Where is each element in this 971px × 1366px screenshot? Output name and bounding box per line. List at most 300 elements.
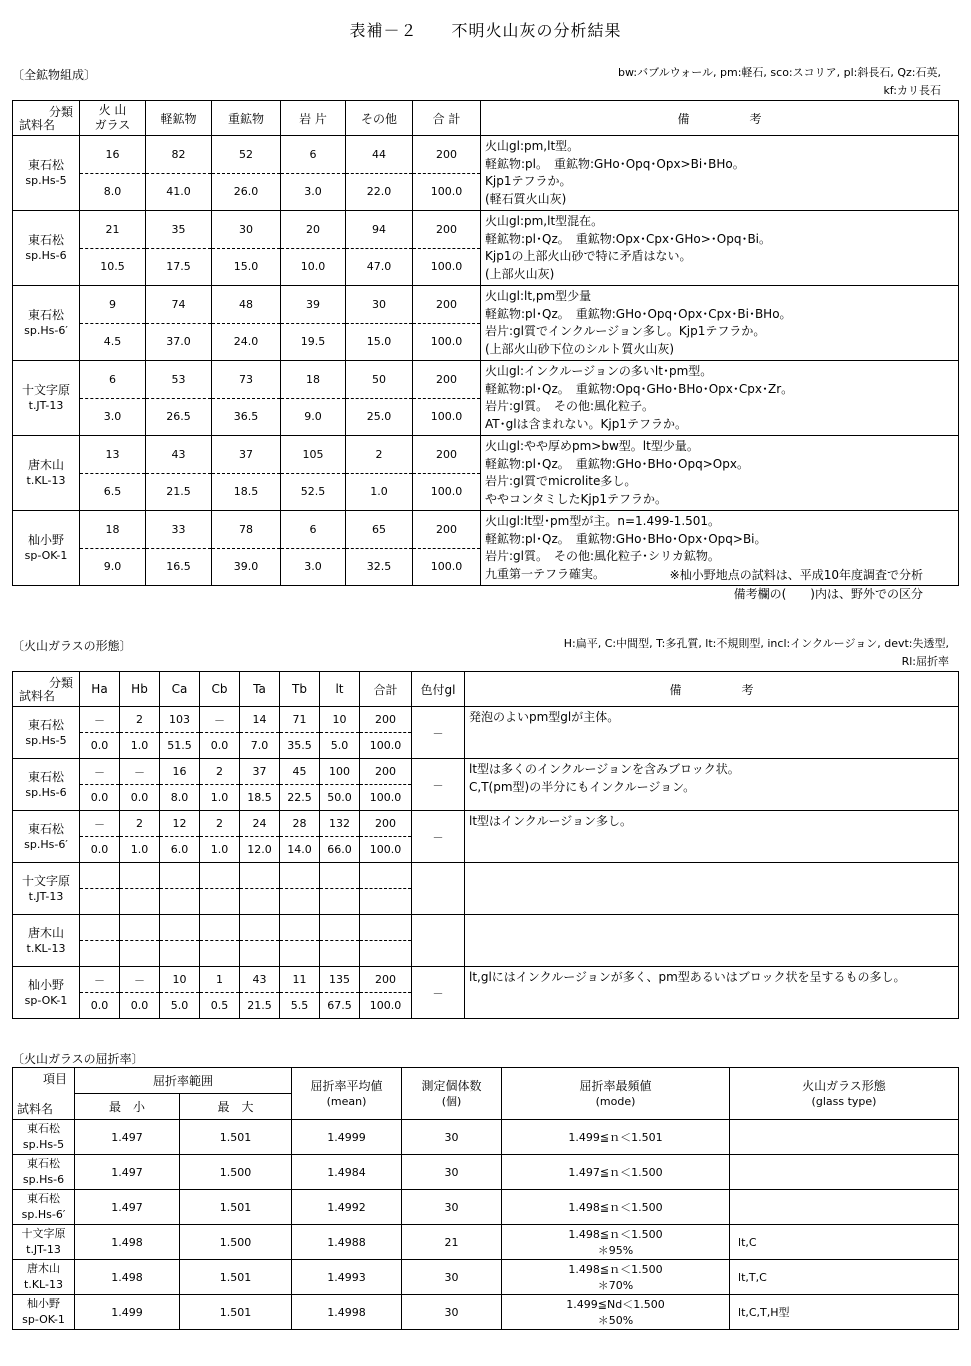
- percent-cell: 6.0: [160, 837, 200, 863]
- page-title: 表補－２ 不明火山灰の分析結果: [349, 21, 622, 40]
- remark-line: 火山gl:pm,lt型。: [485, 139, 580, 153]
- percent-cell: 22.5: [280, 785, 320, 811]
- percent-cell: 8.0: [160, 785, 200, 811]
- sample-name: 杣小野: [27, 1297, 60, 1310]
- count-cell: 37: [212, 436, 281, 474]
- colored-glass-cell: －: [412, 811, 465, 863]
- percent-cell: [120, 889, 160, 915]
- percent-cell: 21.5: [146, 473, 212, 511]
- percent-cell: [80, 889, 120, 915]
- count-cell: [80, 863, 120, 889]
- count-cell: [320, 863, 360, 889]
- percent-cell: 67.5: [320, 993, 360, 1019]
- table-row: [13, 1225, 959, 1260]
- count-cell: 21: [402, 1225, 502, 1260]
- sample-name: 十文字原: [21, 383, 70, 397]
- percent-cell: 41.0: [146, 173, 212, 211]
- percent-cell: 100.0: [413, 398, 481, 436]
- refractive-index-table: [12, 1067, 959, 1330]
- count-cell: 18: [281, 361, 346, 399]
- section1-label: 〔全鉱物組成〕: [12, 68, 97, 82]
- header-col: Ca: [160, 672, 200, 707]
- percent-cell: [240, 941, 280, 967]
- remarks-cell: [465, 915, 959, 967]
- header-type: [730, 1068, 959, 1120]
- section2-legend: [564, 635, 949, 671]
- table-row: [13, 1190, 959, 1225]
- max-cell: 1.501: [180, 1190, 292, 1225]
- count-cell: 65: [346, 511, 413, 549]
- section2-label: 〔火山ガラスの形態〕: [12, 639, 132, 653]
- percent-cell: 9.0: [80, 548, 146, 586]
- sample-id: t.JT-13: [28, 399, 64, 412]
- remark-line: Kjp1の上部火山砂で特に矛盾はない。: [485, 249, 692, 263]
- count-cell: 100: [320, 759, 360, 785]
- percent-cell: 1.0: [200, 785, 240, 811]
- count-cell: [360, 915, 412, 941]
- colored-glass-cell: [412, 863, 465, 915]
- mode-cell: [502, 1295, 730, 1330]
- max-cell: 1.500: [180, 1225, 292, 1260]
- sample-name: 十文字原: [21, 1227, 66, 1240]
- table-row: [13, 811, 959, 837]
- header-count: [402, 1068, 502, 1120]
- sample-id: sp.Hs-6: [22, 1173, 65, 1186]
- percent-cell: 15.0: [346, 323, 413, 361]
- legend-line: H:扁平, C:中間型, T:多孔質, lt:不規則型, incl:インクルージョン, devt:失透型,: [563, 637, 949, 650]
- count-cell: 73: [212, 361, 281, 399]
- percent-cell: 100.0: [413, 473, 481, 511]
- count-cell: 30: [402, 1190, 502, 1225]
- percent-cell: 10.0: [281, 248, 346, 286]
- percent-cell: 37.0: [146, 323, 212, 361]
- header-mean: [292, 1068, 402, 1120]
- section1-legend: [618, 64, 941, 100]
- header-bunrui: 分類: [48, 676, 73, 690]
- percent-cell: 36.5: [212, 398, 281, 436]
- max-cell: 1.500: [180, 1155, 292, 1190]
- sample-id: sp.Hs-6′: [21, 1208, 66, 1221]
- percent-cell: 3.0: [281, 548, 346, 586]
- count-cell: 2: [120, 707, 160, 733]
- glass-type-cell: lt,C: [730, 1225, 959, 1260]
- count-cell: 43: [146, 436, 212, 474]
- sample-name-cell: [13, 811, 80, 863]
- count-cell: 50: [346, 361, 413, 399]
- percent-cell: 35.5: [280, 733, 320, 759]
- percent-cell: 7.0: [240, 733, 280, 759]
- mode-line: 1.499≦ｎ＜1.501: [568, 1131, 663, 1144]
- count-cell: 2: [120, 811, 160, 837]
- count-cell: 37: [240, 759, 280, 785]
- header-row: [13, 1068, 959, 1094]
- remark-line: Kjp1テフラか。: [485, 174, 572, 188]
- sample-id: t.JT-13: [28, 889, 64, 903]
- remark-line: (軽石質火山灰): [485, 191, 567, 206]
- header-remarks: 備 考: [481, 101, 959, 136]
- mean-cell: 1.4988: [292, 1225, 402, 1260]
- min-cell: 1.497: [75, 1155, 180, 1190]
- glass-type-cell: lt,T,C: [730, 1260, 959, 1295]
- count-cell: 52: [212, 136, 281, 174]
- percent-cell: [200, 889, 240, 915]
- sample-id: sp.Hs-6: [25, 249, 67, 262]
- count-cell: 30: [402, 1295, 502, 1330]
- remark-line: 火山gl:インクルージョンの多いlt･pm型。: [485, 364, 713, 378]
- count-cell: －: [120, 759, 160, 785]
- count-cell: 24: [240, 811, 280, 837]
- sample-name-cell: [13, 511, 80, 586]
- remark-line: lt,glにはインクルージョンが多く、pm型あるいはブロック状を呈するもの多し。: [469, 970, 906, 984]
- percent-cell: 32.5: [346, 548, 413, 586]
- remark-line: 軽鉱物:pl。 重鉱物:GHo･Opq･Opx>Bi･BHo。: [485, 156, 745, 171]
- remark-line: ややコンタミしたKjp1テフラか。: [485, 491, 667, 506]
- sample-name: 唐木山: [27, 925, 64, 940]
- sample-id: t.KL-13: [26, 474, 66, 487]
- percent-cell: 15.0: [212, 248, 281, 286]
- max-cell: 1.501: [180, 1260, 292, 1295]
- percent-cell: 0.0: [120, 993, 160, 1019]
- remark-line: C,T(pm型)の半分にもインクルージョン。: [469, 779, 696, 794]
- header-row: [13, 101, 959, 136]
- sample-name: 東石松: [27, 769, 64, 784]
- sample-name-cell: [13, 1225, 75, 1260]
- header-mode-sub: (mode): [595, 1095, 636, 1108]
- count-cell: 9: [80, 286, 146, 324]
- count-cell: 30: [402, 1155, 502, 1190]
- percent-cell: 52.5: [281, 473, 346, 511]
- glass-type-cell: [730, 1155, 959, 1190]
- remarks-cell: [465, 967, 959, 1019]
- percent-cell: [160, 889, 200, 915]
- count-cell: 43: [240, 967, 280, 993]
- count-cell: 53: [146, 361, 212, 399]
- percent-cell: [280, 941, 320, 967]
- percent-cell: 0.0: [200, 733, 240, 759]
- count-cell: 44: [346, 136, 413, 174]
- sample-name: 杣小野: [27, 533, 64, 547]
- mode-cell: [502, 1120, 730, 1155]
- min-cell: 1.497: [75, 1120, 180, 1155]
- percent-cell: 5.5: [280, 993, 320, 1019]
- remark-line: lt型はインクルージョン多し。: [469, 814, 632, 828]
- mode-line: 1.497≦ｎ＜1.500: [568, 1166, 663, 1179]
- count-cell: 71: [280, 707, 320, 733]
- mode-line: ＊95%: [597, 1244, 634, 1257]
- sample-id: sp-OK-1: [24, 549, 68, 562]
- table-row: [13, 707, 959, 733]
- remark-line: 軽鉱物:pl･Qz。 重鉱物:Opx･Cpx･GHo>･Opq･Bi。: [485, 231, 772, 246]
- percent-cell: 10.5: [80, 248, 146, 286]
- percent-cell: 100.0: [413, 323, 481, 361]
- table-row: [13, 915, 959, 941]
- percent-cell: 66.0: [320, 837, 360, 863]
- percent-cell: 1.0: [346, 473, 413, 511]
- mean-cell: 1.4998: [292, 1295, 402, 1330]
- percent-cell: 9.0: [281, 398, 346, 436]
- sample-name: 東石松: [27, 717, 64, 732]
- remark-line: 火山gl:lt,pm型少量: [485, 289, 592, 303]
- table-row: [13, 361, 959, 399]
- section3-label: 〔火山ガラスの屈折率〕: [12, 1052, 144, 1066]
- remark-line: (上部火山砂下位のシルト質火山灰): [485, 341, 675, 356]
- percent-cell: 0.0: [80, 733, 120, 759]
- header-shiryo: 試料名: [19, 689, 56, 703]
- sample-name: 唐木山: [27, 458, 64, 472]
- sample-name-cell: [13, 863, 80, 915]
- max-cell: 1.501: [180, 1295, 292, 1330]
- count-cell: 2: [346, 436, 413, 474]
- percent-cell: 1.0: [120, 837, 160, 863]
- percent-cell: 100.0: [413, 248, 481, 286]
- max-cell: 1.501: [180, 1120, 292, 1155]
- percent-cell: 21.5: [240, 993, 280, 1019]
- header-mean-label: 屈折率平均値: [310, 1079, 383, 1093]
- mean-cell: 1.4984: [292, 1155, 402, 1190]
- percent-cell: 8.0: [80, 173, 146, 211]
- count-cell: 94: [346, 211, 413, 249]
- percent-cell: 24.0: [212, 323, 281, 361]
- count-cell: [280, 863, 320, 889]
- mode-line: ＊50%: [597, 1314, 634, 1327]
- percent-cell: [200, 941, 240, 967]
- count-cell: [240, 915, 280, 941]
- mode-line: 1.498≦ｎ＜1.500: [568, 1263, 663, 1276]
- count-cell: 74: [146, 286, 212, 324]
- header-col: Tb: [280, 672, 320, 707]
- sample-id: sp.Hs-5: [22, 1138, 65, 1151]
- table-row: [13, 1295, 959, 1330]
- table-row: [13, 863, 959, 889]
- sample-name-cell: [13, 361, 80, 436]
- header-other: その他: [346, 101, 413, 136]
- sample-id: sp-OK-1: [24, 993, 68, 1007]
- header-count-sub: (個): [441, 1095, 462, 1108]
- colored-glass-cell: －: [412, 707, 465, 759]
- percent-cell: 3.0: [80, 398, 146, 436]
- percent-cell: 22.0: [346, 173, 413, 211]
- sample-id: sp.Hs-5: [25, 733, 67, 747]
- header-mode-label: 屈折率最頻値: [579, 1079, 652, 1093]
- count-cell: 16: [160, 759, 200, 785]
- percent-cell: 100.0: [413, 548, 481, 586]
- header-type-label: 火山ガラス形態: [802, 1079, 886, 1093]
- count-cell: 10: [160, 967, 200, 993]
- count-cell: 200: [413, 286, 481, 324]
- percent-cell: 18.5: [212, 473, 281, 511]
- count-cell: [280, 915, 320, 941]
- percent-cell: [160, 941, 200, 967]
- count-cell: 48: [212, 286, 281, 324]
- count-cell: 39: [281, 286, 346, 324]
- sample-name-cell: [13, 436, 80, 511]
- sample-name-cell: [13, 1295, 75, 1330]
- percent-cell: 26.0: [212, 173, 281, 211]
- remarks-cell: [465, 707, 959, 759]
- header-col: Cb: [200, 672, 240, 707]
- count-cell: 132: [320, 811, 360, 837]
- percent-cell: [120, 941, 160, 967]
- header-sample-cell: [13, 1068, 75, 1120]
- count-cell: 200: [413, 436, 481, 474]
- count-cell: －: [200, 707, 240, 733]
- percent-cell: 19.5: [281, 323, 346, 361]
- count-cell: 200: [413, 211, 481, 249]
- sample-name: 十文字原: [21, 873, 70, 888]
- legend-line: kf:カリ長石: [883, 84, 941, 97]
- remark-line: AT･glは含まれない。Kjp1テフラか。: [485, 416, 688, 431]
- remark-line: 火山gl:やや厚めpm>bw型。lt型少量。: [485, 439, 699, 453]
- sample-id: sp.Hs-6: [25, 785, 67, 799]
- count-cell: [120, 915, 160, 941]
- remark-line: 九重第一テフラ確実。: [485, 566, 606, 581]
- min-cell: 1.498: [75, 1260, 180, 1295]
- remark-line: 火山gl:pm,lt型混在。: [485, 214, 604, 228]
- remarks-cell: [481, 436, 959, 511]
- count-cell: 30: [402, 1260, 502, 1295]
- sample-name: 東石松: [27, 1192, 60, 1205]
- count-cell: －: [80, 811, 120, 837]
- table-row: [13, 511, 959, 549]
- count-cell: 33: [146, 511, 212, 549]
- count-cell: 6: [281, 511, 346, 549]
- remark-line: 発泡のよいpm型glが主体。: [469, 710, 620, 724]
- table-row: [13, 436, 959, 474]
- sample-name-cell: [13, 136, 80, 211]
- sample-name: 東石松: [27, 158, 64, 172]
- percent-cell: 0.0: [80, 785, 120, 811]
- header-range: 屈折率範囲: [75, 1068, 292, 1094]
- sample-id: t.KL-13: [24, 1278, 63, 1291]
- table-row: [13, 1120, 959, 1155]
- mode-line: 1.498≦ｎ＜1.500: [568, 1228, 663, 1241]
- header-col: Hb: [120, 672, 160, 707]
- sample-id: sp.Hs-5: [25, 174, 67, 187]
- percent-cell: 16.5: [146, 548, 212, 586]
- table-row: [13, 136, 959, 174]
- sample-name: 東石松: [27, 233, 64, 247]
- percent-cell: 0.0: [80, 837, 120, 863]
- count-cell: 6: [281, 136, 346, 174]
- mode-cell: [502, 1225, 730, 1260]
- colored-glass-cell: [412, 915, 465, 967]
- sample-name-cell: [13, 211, 80, 286]
- header-col: Ha: [80, 672, 120, 707]
- header-glass: 火 山 ガラス: [80, 101, 146, 136]
- percent-cell: 51.5: [160, 733, 200, 759]
- count-cell: 200: [413, 361, 481, 399]
- count-cell: －: [80, 759, 120, 785]
- sample-id: t.KL-13: [26, 941, 66, 955]
- remarks-cell: [465, 863, 959, 915]
- remarks-cell: [465, 759, 959, 811]
- count-cell: [160, 915, 200, 941]
- count-cell: 2: [200, 759, 240, 785]
- sample-name-cell: [13, 1155, 75, 1190]
- header-item: 項目: [43, 1072, 68, 1086]
- percent-cell: 1.0: [120, 733, 160, 759]
- count-cell: 28: [280, 811, 320, 837]
- percent-cell: 12.0: [240, 837, 280, 863]
- sample-name-cell: [13, 915, 80, 967]
- remark-line: 岩片:gl質。 その他:風化粒子。: [485, 399, 655, 413]
- sample-id: sp.Hs-6′: [24, 837, 68, 851]
- percent-cell: [240, 889, 280, 915]
- count-cell: 82: [146, 136, 212, 174]
- glass-type-cell: [730, 1120, 959, 1155]
- note-line: ※杣小野地点の試料は、平成10年度調査で分析: [669, 568, 923, 582]
- legend-line: Rl:屈折率: [901, 655, 949, 668]
- header-sample-cell: [13, 672, 80, 707]
- percent-cell: 18.5: [240, 785, 280, 811]
- count-cell: －: [80, 967, 120, 993]
- mode-cell: [502, 1155, 730, 1190]
- mean-cell: 1.4992: [292, 1190, 402, 1225]
- mode-line: ＊70%: [597, 1279, 634, 1292]
- count-cell: 200: [360, 759, 412, 785]
- mean-cell: 1.4993: [292, 1260, 402, 1295]
- percent-cell: [280, 889, 320, 915]
- count-cell: 200: [360, 811, 412, 837]
- sample-name-cell: [13, 759, 80, 811]
- sample-id: sp.Hs-6′: [24, 324, 68, 337]
- header-remarks: 備 考: [465, 672, 959, 707]
- percent-cell: [320, 941, 360, 967]
- remark-line: (上部火山灰): [485, 266, 555, 281]
- table-row: [13, 759, 959, 785]
- min-cell: 1.497: [75, 1190, 180, 1225]
- count-cell: 135: [320, 967, 360, 993]
- header-mode: [502, 1068, 730, 1120]
- count-cell: [360, 863, 412, 889]
- percent-cell: 100.0: [413, 173, 481, 211]
- section1-notes: [670, 566, 923, 604]
- sample-name-cell: [13, 707, 80, 759]
- glass-type-cell: lt,C,T,H型: [730, 1295, 959, 1330]
- count-cell: [80, 915, 120, 941]
- count-cell: 200: [413, 136, 481, 174]
- count-cell: 105: [281, 436, 346, 474]
- percent-cell: 39.0: [212, 548, 281, 586]
- header-mean-sub: (mean): [326, 1095, 367, 1108]
- count-cell: [240, 863, 280, 889]
- remarks-cell: [465, 811, 959, 863]
- header-col: Ta: [240, 672, 280, 707]
- count-cell: 30: [346, 286, 413, 324]
- header-col: 合計: [360, 672, 412, 707]
- remark-line: 軽鉱物:pl･Qz。 重鉱物:GHo･Opq･Opx･Cpx･Bi･BHo。: [485, 306, 792, 321]
- sample-name-cell: [13, 1260, 75, 1295]
- glass-morphology-table: [12, 671, 959, 1019]
- count-cell: 18: [80, 511, 146, 549]
- remark-line: 火山gl:lt型･pm型が主。n=1.499-1.501。: [485, 514, 721, 528]
- remark-line: 軽鉱物:pl･Qz。 重鉱物:GHo･BHo･Opq>Opx。: [485, 456, 749, 471]
- table-row: [13, 211, 959, 249]
- remark-line: 岩片:gl質。 その他:風化粒子･シリカ鉱物。: [485, 549, 720, 563]
- count-cell: 35: [146, 211, 212, 249]
- percent-cell: 5.0: [320, 733, 360, 759]
- table-row: [13, 967, 959, 993]
- header-col: 色付gl: [412, 672, 465, 707]
- remark-line: 岩片:gl質でインクルージョン多し。Kjp1テフラか。: [485, 324, 766, 338]
- min-cell: 1.498: [75, 1225, 180, 1260]
- mode-line: 1.499≦Nd＜1.500: [566, 1298, 665, 1311]
- sample-name: 東石松: [27, 1122, 60, 1135]
- header-max: 最 大: [180, 1094, 292, 1120]
- table-row: [13, 286, 959, 324]
- remark-line: lt型は多くのインクルージョンを含みブロック状。: [469, 762, 740, 776]
- percent-cell: 100.0: [360, 993, 412, 1019]
